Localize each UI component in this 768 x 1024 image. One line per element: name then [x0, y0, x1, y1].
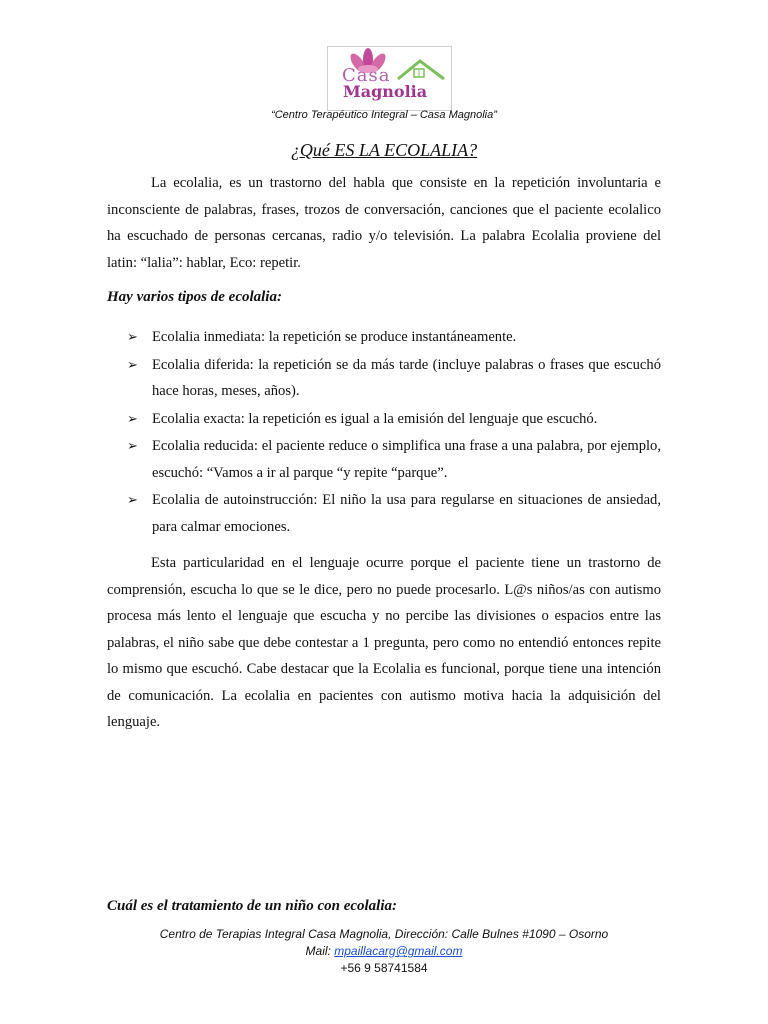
list-item-text: Ecolalia reducida: el paciente reduce o simplifica una frase a una palabra, por ejemplo, escuchó: “Vamos a ir al parque “y repite “parque”.	[152, 438, 661, 481]
footer-phone: +56 9 58741584	[340, 961, 428, 975]
arrow-bullet-icon: ➢	[127, 329, 138, 344]
list-item	[107, 433, 661, 486]
list-item	[107, 487, 661, 540]
list-item-text: Ecolalia inmediata: la repetición se produce instantáneamente.	[152, 329, 517, 345]
types-heading: Hay varios tipos de ecolalia:	[107, 289, 282, 305]
document-subtitle: “Centro Terapéutico Integral – Casa Magnolia”	[271, 109, 497, 121]
list-item	[107, 406, 661, 433]
arrow-bullet-icon: ➢	[127, 492, 138, 507]
arrow-bullet-icon: ➢	[127, 410, 138, 426]
page-footer	[0, 926, 768, 977]
page-title: ¿Qué ES LA ECOLALIA?	[290, 140, 478, 160]
types-list	[107, 324, 661, 541]
list-item	[107, 352, 661, 405]
list-item-text: Ecolalia diferida: la repetición se da más tarde (incluye palabras o frases que escuchó hace horas, meses, años).	[152, 356, 661, 399]
logo	[327, 46, 452, 111]
list-item	[107, 324, 661, 351]
intro-paragraph: La ecolalia, es un trastorno del habla que consiste en la repetición involuntaria e inconsciente de palabras, frases, trozos de conversación, canciones que el paciente ecolalico ha escuchado de personas cercanas, radio y/o televisión. La palabra Ecolalia proviene del latin: “lalia”: hablar, Eco: repetir.	[107, 175, 661, 271]
list-item-text: Ecolalia de autoinstrucción: El niño la usa para regularse en situaciones de ansiedad, para calmar emociones.	[152, 492, 661, 535]
footer-mail-line	[0, 943, 768, 960]
arrow-bullet-icon: ➢	[127, 438, 138, 453]
explanation-paragraph: Esta particularidad en el lenguaje ocurre porque el paciente tiene un trastorno de comprensión, escucha lo que se le dice, pero no puede procesarlo. L@s niños/as con autismo procesa más lento el lenguaje que escucha y no percibe las divisiones o espacios entre las palabras, el niño sabe que debe contestar a 1 pregunta, pero como no entendió entonces repite lo mismo que escuchó. Cabe destacar que la Ecolalia es funcional, porque tiene una intención de comunicación. La ecolalia en pacientes con autismo motiva hacia la adquisición del lenguaje.	[107, 555, 661, 730]
footer-address: Centro de Terapias Integral Casa Magnolia, Dirección: Calle Bulnes #1090 – Osorno	[159, 927, 609, 941]
footer-mail-label: Mail:	[305, 944, 335, 958]
email-link[interactable]: mpaillacarg@gmail.com	[334, 944, 463, 958]
logo-magnolia-text: Magnolia	[343, 82, 428, 101]
list-item-text: Ecolalia exacta: la repetición es igual a la emisión del lenguaje que escuchó.	[152, 410, 598, 427]
logo-casa-text: Casa	[342, 65, 391, 86]
arrow-bullet-icon: ➢	[127, 356, 138, 372]
treatment-heading: Cuál es el tratamiento de un niño con ecolalia:	[107, 898, 398, 914]
